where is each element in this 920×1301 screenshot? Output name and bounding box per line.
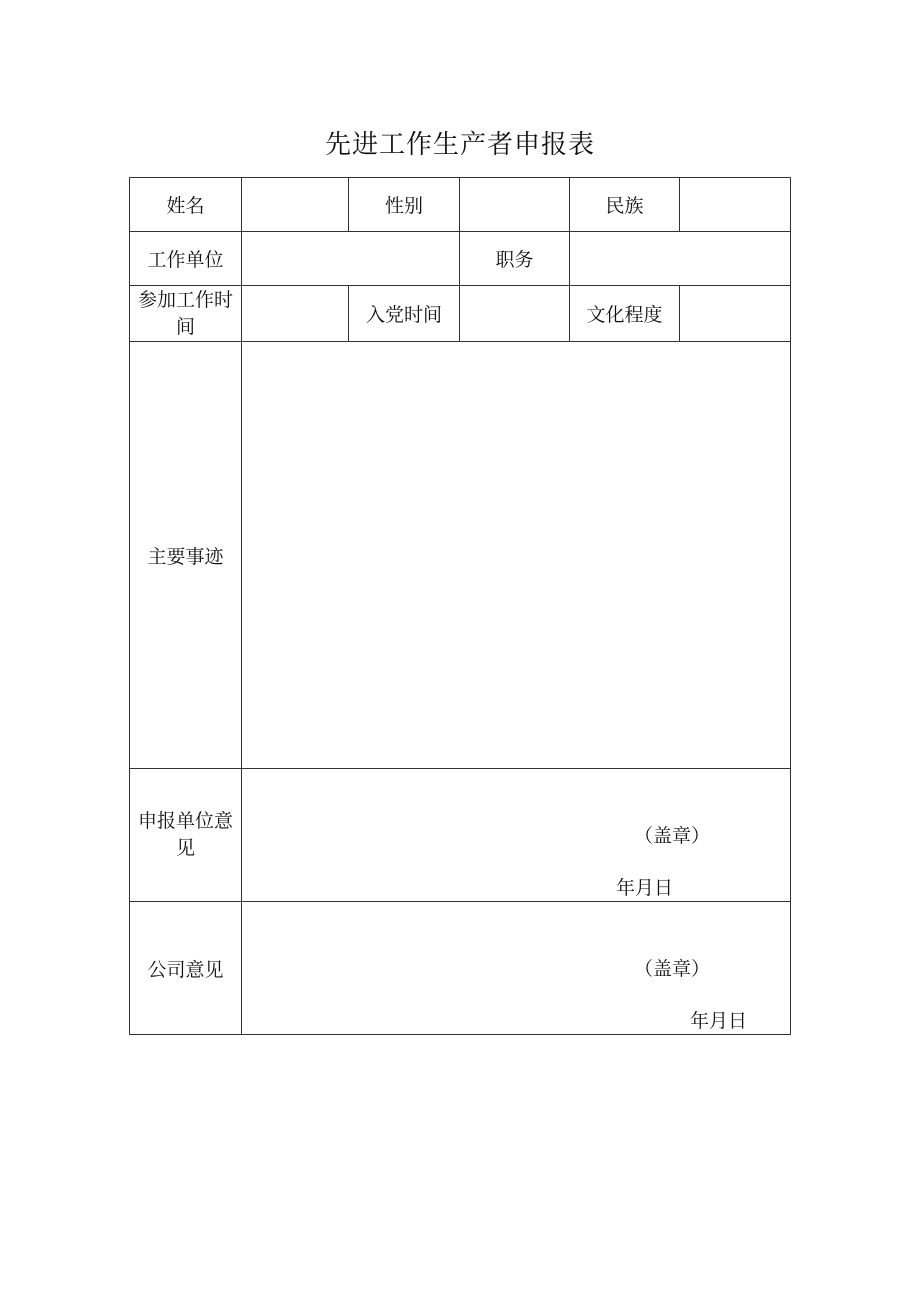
form-row-work-unit bbox=[130, 232, 791, 286]
gender-field[interactable] bbox=[460, 178, 570, 232]
deeds-field[interactable] bbox=[242, 342, 791, 769]
company-opinion-date: 年月日 bbox=[690, 1010, 748, 1032]
work-start-field[interactable] bbox=[242, 286, 349, 342]
form-row-deeds bbox=[130, 342, 791, 769]
work-start-label: 参加工作时间 bbox=[137, 288, 233, 338]
gender-label: 性别 bbox=[349, 178, 460, 232]
work-unit-label: 工作单位 bbox=[130, 232, 242, 286]
form-row-dates bbox=[130, 286, 791, 342]
company-opinion-field[interactable] bbox=[242, 902, 791, 1035]
education-label: 文化程度 bbox=[570, 286, 680, 342]
ethnicity-label: 民族 bbox=[570, 178, 680, 232]
company-opinion-label: 公司意见 bbox=[130, 902, 242, 1035]
company-opinion-seal: （盖章） bbox=[634, 958, 711, 980]
unit-opinion-date: 年月日 bbox=[616, 877, 674, 899]
page-title: 先进工作生产者申报表 bbox=[324, 130, 595, 160]
ethnicity-field[interactable] bbox=[680, 178, 791, 232]
form-row-basic-info bbox=[130, 178, 791, 232]
name-field[interactable] bbox=[242, 178, 349, 232]
party-join-field[interactable] bbox=[460, 286, 570, 342]
unit-opinion-label: 申报单位意见 bbox=[137, 810, 233, 859]
unit-opinion-field[interactable] bbox=[242, 769, 791, 902]
form-row-company-opinion bbox=[130, 902, 791, 1035]
party-join-label: 入党时间 bbox=[349, 286, 460, 342]
application-form-table bbox=[129, 177, 791, 1035]
unit-opinion-seal: （盖章） bbox=[634, 825, 711, 847]
work-start-label-cell bbox=[130, 286, 242, 342]
education-field[interactable] bbox=[680, 286, 791, 342]
form-row-unit-opinion bbox=[130, 769, 791, 902]
name-label: 姓名 bbox=[130, 178, 242, 232]
deeds-label: 主要事迹 bbox=[130, 342, 242, 769]
work-unit-field[interactable] bbox=[242, 232, 460, 286]
position-label: 职务 bbox=[460, 232, 570, 286]
unit-opinion-label-cell bbox=[130, 769, 242, 902]
position-field[interactable] bbox=[570, 232, 791, 286]
